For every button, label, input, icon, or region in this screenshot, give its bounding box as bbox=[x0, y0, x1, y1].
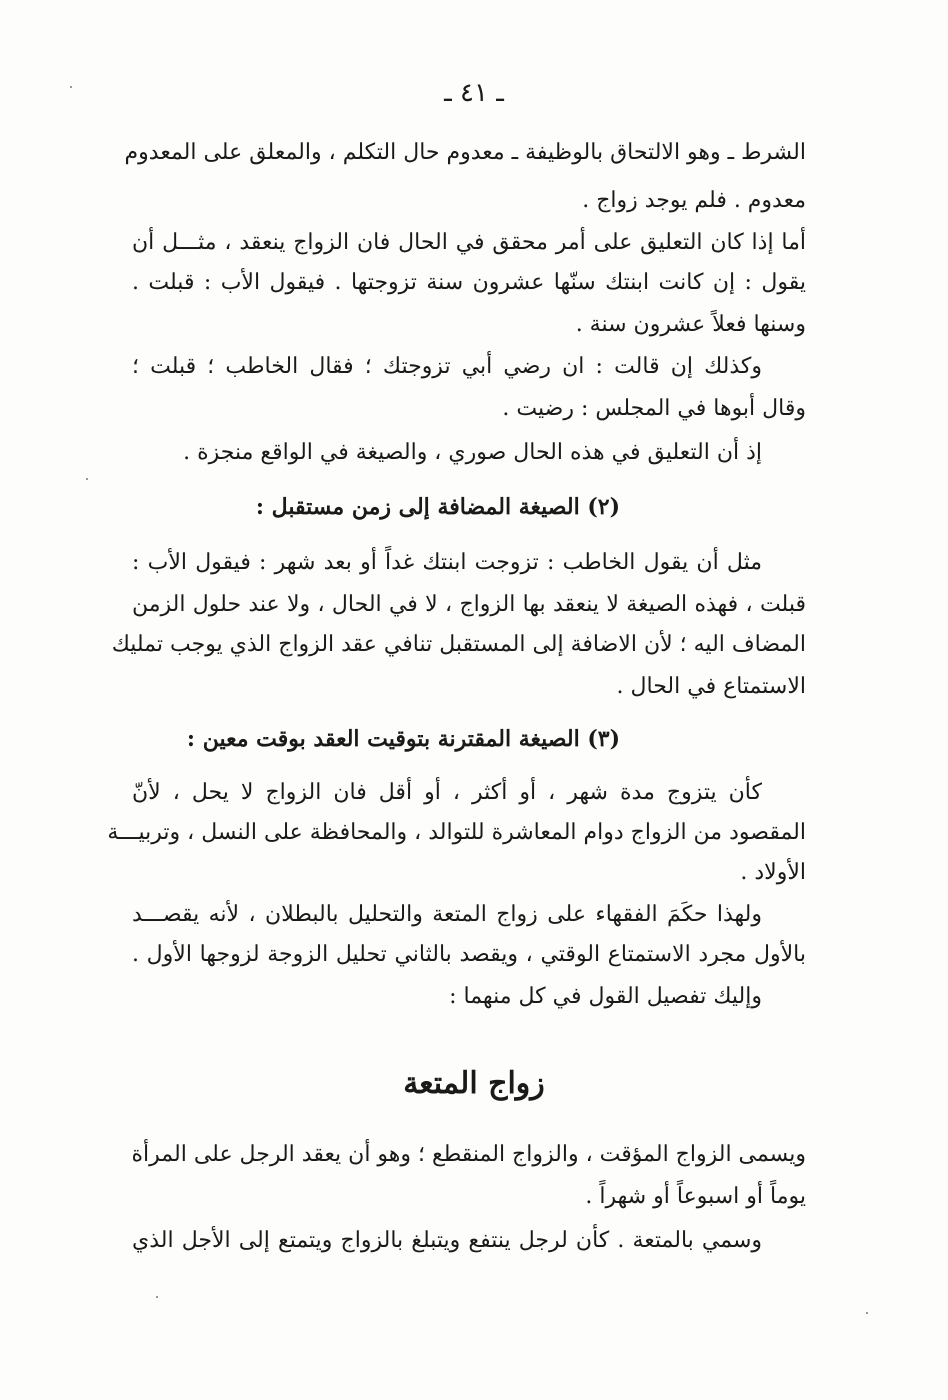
subheading-3: (٣) الصيغة المقترنة بتوقيت العقد بوقت معين : bbox=[186, 726, 620, 752]
text-line: مثل أن يقول الخاطب : تزوجت ابنتك غداً أو بعد شهر : فيقول الأب : bbox=[132, 550, 762, 575]
text-line: الشرط ـ وهو الالتحاق بالوظيفة ـ معدوم حال التكلم ، والمعلق على المعدوم bbox=[124, 140, 806, 165]
scan-speck bbox=[866, 1312, 868, 1314]
section-title: زواج المتعة bbox=[403, 1066, 545, 1101]
text-line: وسمي بالمتعة . كأن لرجل ينتفع ويتبلغ بالزواج ويتمتع إلى الأجل الذي bbox=[132, 1228, 762, 1253]
text-line: قبلت ، فهذه الصيغة لا ينعقد بها الزواج ، لا في الحال ، ولا عند حلول الزمن bbox=[132, 592, 806, 617]
text-line: يقول : إن كانت ابنتك سنّها عشرون سنة تزوجتها . فيقول الأب : قبلت . bbox=[132, 270, 806, 295]
subheading-2: (٢) الصيغة المضافة إلى زمن مستقبل : bbox=[255, 494, 620, 520]
text-line: أما إذا كان التعليق على أمر محقق في الحال فان الزواج ينعقد ، مثـــل أن bbox=[132, 230, 806, 255]
text-line: وكذلك إن قالت : ان رضي أبي تزوجتك ؛ فقال الخاطب ؛ قبلت ؛ bbox=[132, 354, 762, 379]
text-line: بالأول مجرد الاستمتاع الوقتي ، ويقصد بالثاني تحليل الزوجة لزوجها الأول . bbox=[132, 942, 806, 967]
text-line: المقصود من الزواج دوام المعاشرة للتوالد ، والمحافظة على النسل ، وتربيـــة bbox=[107, 820, 806, 845]
page-number: ـ ٤١ ـ bbox=[444, 78, 504, 108]
text-line: الأولاد . bbox=[740, 860, 806, 885]
text-line: وإليك تفصيل القول في كل منهما : bbox=[449, 984, 762, 1009]
scan-speck bbox=[70, 86, 72, 88]
scan-speck bbox=[156, 1296, 158, 1298]
text-line: إذ أن التعليق في هذه الحال صوري ، والصيغة في الواقع منجزة . bbox=[183, 440, 762, 465]
text-line: وسنها فعلاً عشرون سنة . bbox=[575, 312, 806, 337]
text-line: الاستمتاع في الحال . bbox=[616, 674, 806, 699]
scan-speck bbox=[86, 478, 88, 480]
text-line: المضاف اليه ؛ لأن الاضافة إلى المستقبل تنافي عقد الزواج الذي يوجب تمليك bbox=[111, 632, 806, 657]
text-line: ويسمى الزواج المؤقت ، والزواج المنقطع ؛ وهو أن يعقد الرجل على المرأة bbox=[131, 1142, 806, 1167]
text-line: معدوم . فلم يوجد زواج . bbox=[582, 188, 806, 213]
text-line: يوماً أو اسبوعاً أو شهراً . bbox=[585, 1184, 806, 1209]
body-text bbox=[107, 0, 806, 1400]
text-line: ولهذا حكَمَ الفقهاء على زواج المتعة والتحليل بالبطلان ، لأنه يقصـــد bbox=[132, 902, 762, 927]
text-line: كأن يتزوج مدة شهر ، أو أكثر ، أو أقل فان الزواج لا يحل ، لأنّ bbox=[132, 780, 762, 805]
text-line: وقال أبوها في المجلس : رضيت . bbox=[502, 396, 806, 421]
